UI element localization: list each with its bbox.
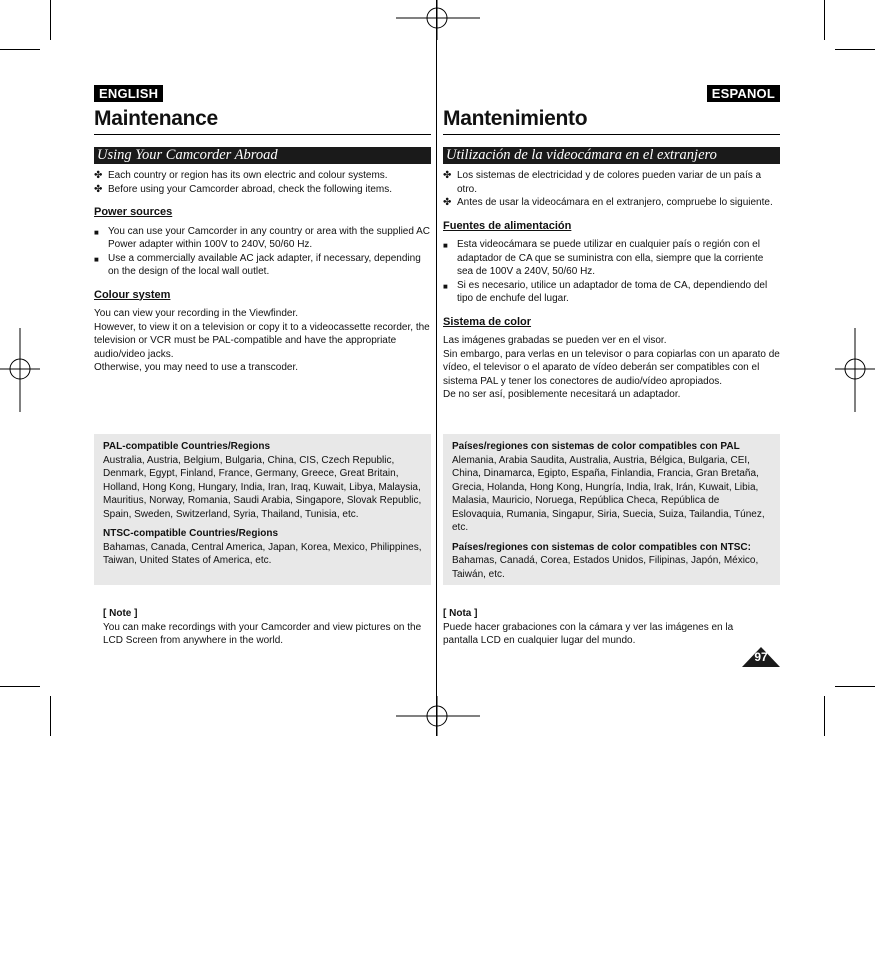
list-item: ■ Use a commercially available AC jack adapter, if necessary, depending on the design of the local wall outlet. <box>94 252 421 277</box>
note-text: You can make recordings with your Camcorder and view pictures on the LCD Screen from anywhere in the world. <box>103 621 422 646</box>
page-title: Maintenance <box>94 107 218 130</box>
pal-countries: Australia, Austria, Belgium, Bulgaria, China, CIS, Czech Republic, Denmark, Egypt, Finland, France, Germany, Greece, Great Britain, Holland, Hong Kong, Hungary, India, Iran, Iraq, Kuwait, Libya, Malaysia, Mauritius, Norway, Romania, Saudi Arabia, Singapore, Slovak Republic, Spain, Sweden, Switzerland, Syria, Thailand, Tunisia, etc. <box>103 454 422 520</box>
ntsc-heading: NTSC-compatible Countries/Regions <box>103 528 279 539</box>
crop-mark <box>835 686 875 687</box>
square-bullet-icon: ■ <box>443 241 448 250</box>
section-heading: Utilización de la videocámara en el extranjero <box>443 147 780 164</box>
power-sources-heading: Power sources <box>94 206 173 218</box>
note-text: Puede hacer grabaciones con la cámara y ver las imágenes en la pantalla LCD en cualquier lugar del mundo. <box>443 621 734 646</box>
registration-mark-icon <box>396 0 480 40</box>
note-block <box>103 607 428 648</box>
crop-mark <box>835 49 875 50</box>
registration-mark-icon <box>0 328 40 412</box>
crop-mark <box>50 0 51 40</box>
crop-mark <box>824 0 825 40</box>
power-sources-heading: Fuentes de alimentación <box>443 219 572 232</box>
square-bullet-icon: ■ <box>94 227 99 237</box>
power-list <box>94 225 431 279</box>
crop-mark <box>824 696 825 736</box>
ntsc-countries: Bahamas, Canada, Central America, Japan, Korea, Mexico, Philippines, Taiwan, United States of America, etc. <box>103 541 422 566</box>
intro-list <box>94 169 431 196</box>
note-heading: [ Nota ] <box>443 608 478 619</box>
pal-heading: Países/regiones con sistemas de color compatibles con PAL <box>452 441 740 452</box>
colour-system-text: You can view your recording in the Viewfinder. However, to view it on a television or copy it to a videocassette recorder, the television or VCR must be PAL-compatible and have the appropriate audio/video jacks. Otherwise, you may need to use a transcoder. <box>94 308 430 373</box>
title-divider <box>94 134 431 135</box>
square-bullet-icon: ■ <box>443 281 448 291</box>
language-tag: ESPANOL <box>707 85 780 102</box>
page-number-text: 97 <box>754 650 768 664</box>
cross-bullet-icon: ✤ <box>94 183 103 195</box>
countries-box <box>443 434 780 585</box>
cross-bullet-icon: ✤ <box>443 170 452 181</box>
list-item: ✤ Each country or region has its own electric and colour systems. <box>94 170 388 181</box>
intro-list <box>443 169 780 210</box>
main-text <box>94 169 431 375</box>
crop-mark <box>50 696 51 736</box>
ntsc-heading: Países/regiones con sistemas de color compatibles con NTSC: <box>452 541 751 553</box>
colour-system-heading: Colour system <box>94 288 171 301</box>
registration-mark-icon <box>396 696 480 736</box>
power-list <box>443 238 780 306</box>
registration-mark-icon <box>835 328 875 412</box>
pal-heading: PAL-compatible Countries/Regions <box>103 441 271 452</box>
countries-box <box>94 434 431 585</box>
colour-system-heading: Sistema de color <box>443 315 532 328</box>
main-text <box>443 169 780 402</box>
colour-system-text: Las imágenes grabadas se pueden ver en el visor. Sin embargo, para verlas en un televisor o para copiarlas con un aparato de vídeo, el televisor o el aparato de vídeo deberán ser compatibles con el sistema PAL y tener los conectores de audio/vídeo apropiados. De no ser así, posiblemente necesitará un adaptador. <box>443 335 780 400</box>
crop-mark <box>0 49 40 50</box>
page-title: Mantenimiento <box>443 107 588 130</box>
page-number <box>742 647 780 667</box>
language-tag: ENGLISH <box>94 85 163 102</box>
cross-bullet-icon: ✤ <box>443 197 452 208</box>
list-item: ■ Si es necesario, utilice un adaptador de toma de CA, dependiendo del tipo de enchufe del lugar. <box>443 279 768 304</box>
title-divider <box>443 134 780 135</box>
list-item: ■ Esta videocámara se puede utilizar en cualquier país o región con el adaptador de CA que se suministra con ella, siempre que la corriente sea de 100V a 240V, 50/60 Hz. <box>443 239 764 277</box>
cross-bullet-icon: ✤ <box>94 170 103 181</box>
pal-countries: Alemania, Arabia Saudita, Australia, Austria, Bélgica, Bulgaria, CEI, China, Dinamarca, Egipto, España, Finlandia, Francia, Gran Bretaña, Grecia, Holanda, Hong Kong, Hungría, India, Irak, Irán, Kuwait, Libia, Malasia, Mauricio, Noruega, República Checa, República de Eslovaquia, Rumania, Singapur, Siria, Suecia, Suiza, Tailandia, Túnez, etc. <box>452 454 765 533</box>
ntsc-countries: Bahamas, Canadá, Corea, Estados Unidos, Filipinas, Japón, México, Taiwán, etc. <box>452 555 759 580</box>
list-item: ✤ Los sistemas de electricidad y de colores pueden variar de un país a otro. <box>443 170 762 195</box>
square-bullet-icon: ■ <box>94 254 99 264</box>
crop-mark <box>0 686 40 687</box>
list-item: ✤ Antes de usar la videocámara en el extranjero, compruebe lo siguiente. <box>443 197 773 208</box>
note-block <box>443 607 768 648</box>
list-item: ■ You can use your Camcorder in any country or area with the supplied AC Power adapter within 100V to 240V, 50/60 Hz. <box>94 225 431 250</box>
center-fold-line <box>436 0 437 736</box>
section-heading: Using Your Camcorder Abroad <box>94 147 431 164</box>
note-heading: [ Note ] <box>103 608 138 619</box>
list-item: ✤ Before using your Camcorder abroad, check the following items. <box>94 183 393 195</box>
